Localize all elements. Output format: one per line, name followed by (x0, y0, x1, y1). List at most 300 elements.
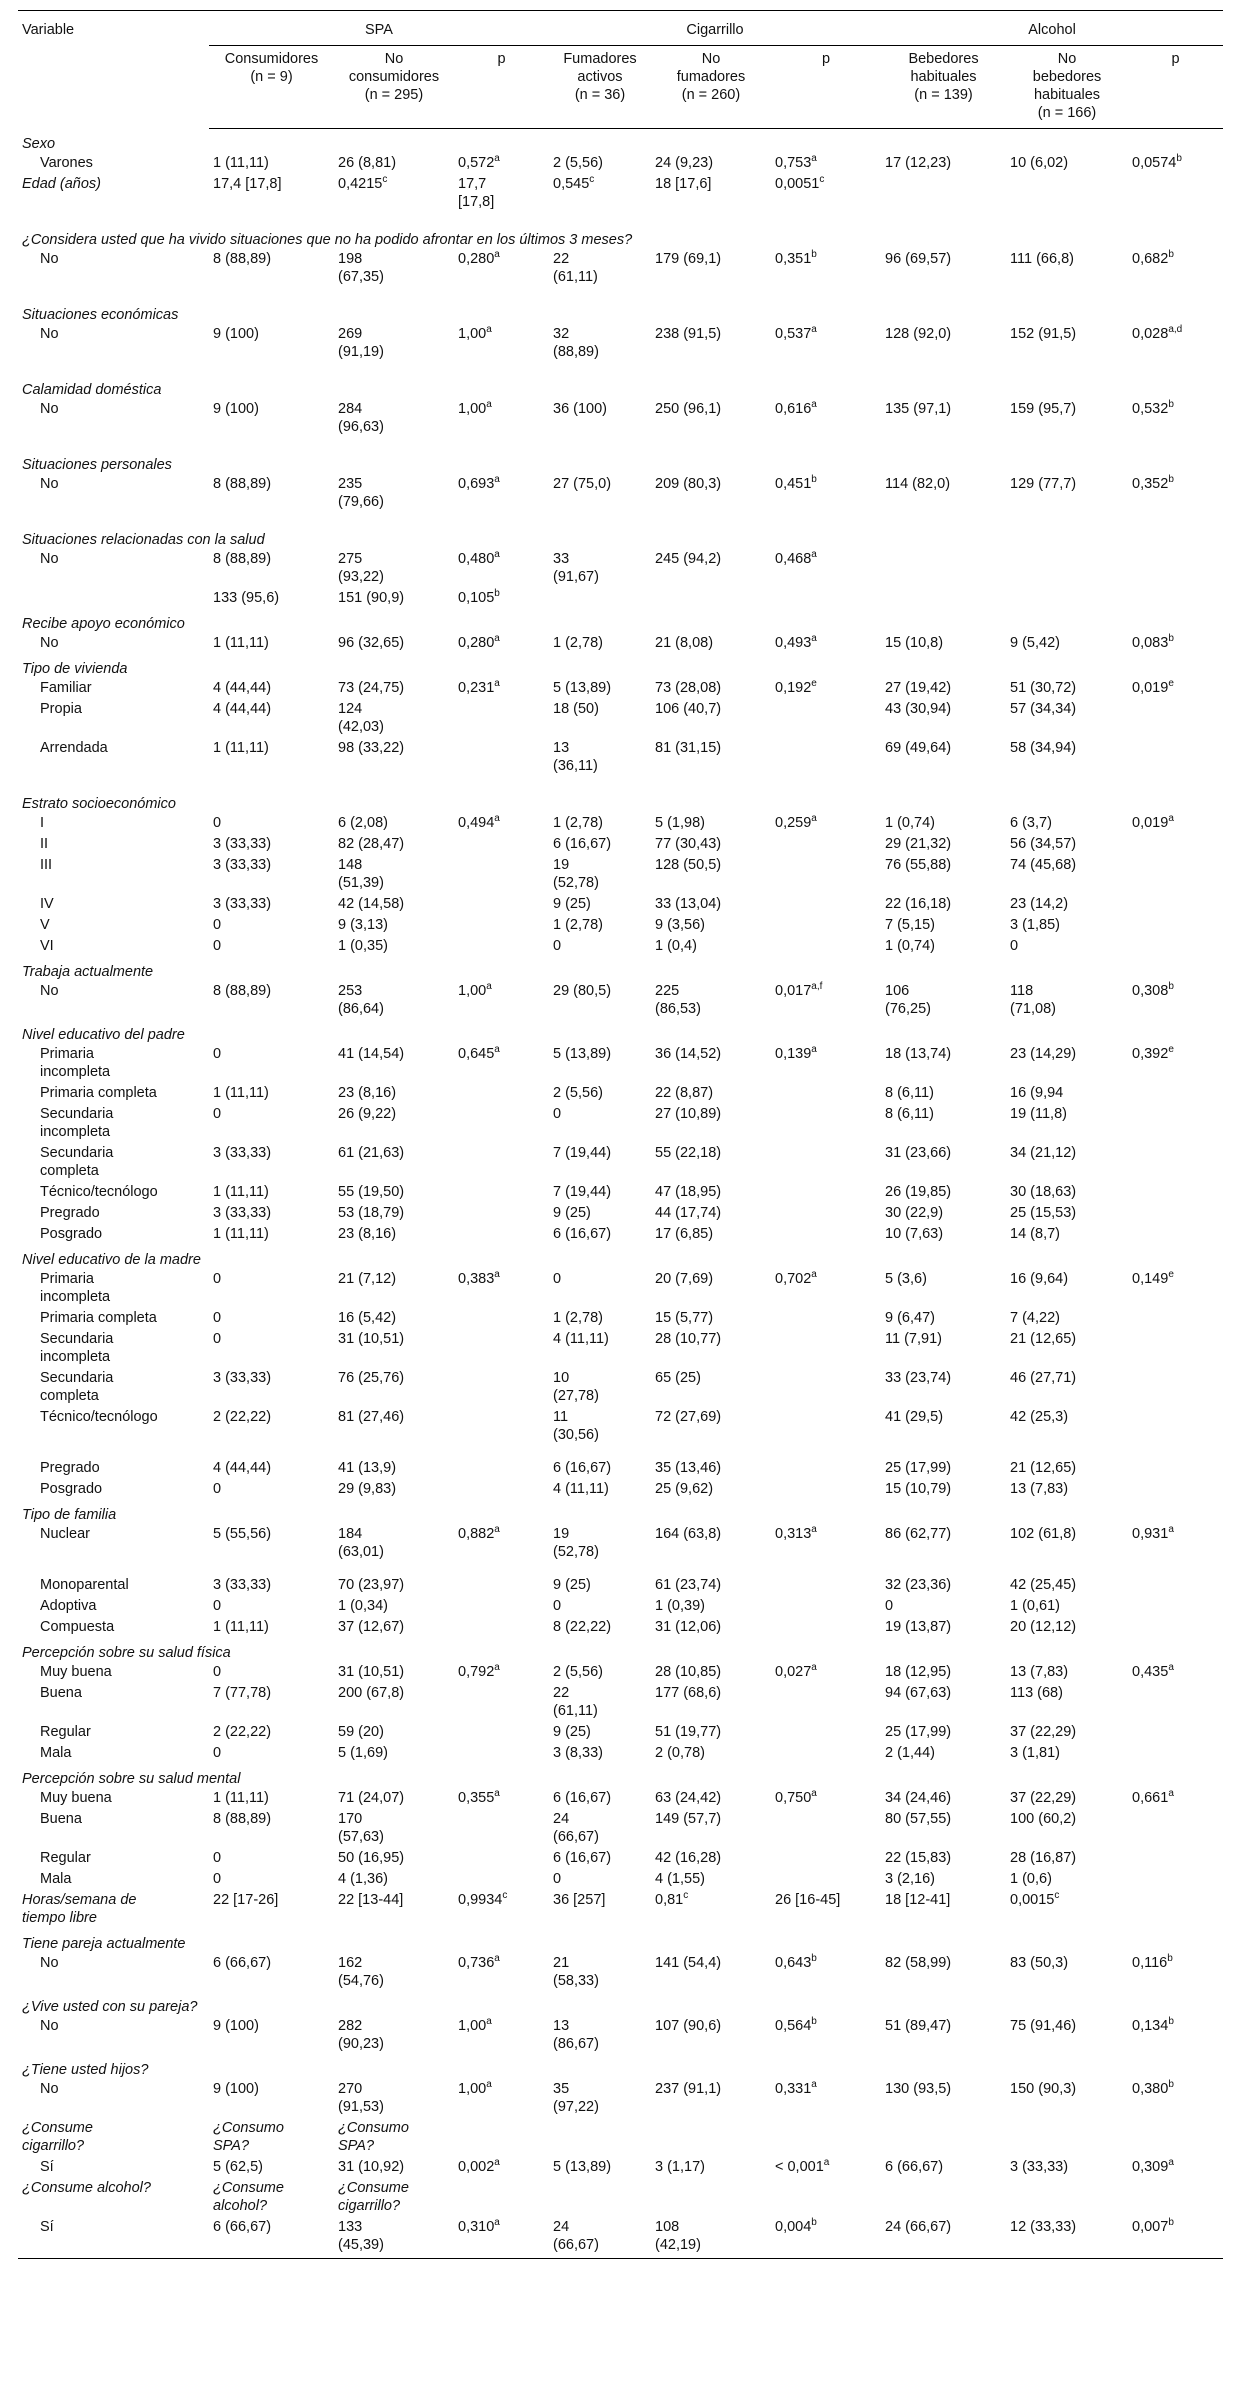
table-cell: 0,310$^a$ (454, 2217, 549, 2259)
table-cell: 33 (91,67) (553, 551, 599, 585)
table-cell: 9 (3,56) (655, 917, 705, 933)
table-row (18, 915, 1223, 936)
table-cell: 36 [257] (553, 1892, 606, 1908)
table-cell (454, 1596, 549, 1617)
table-row (18, 834, 1223, 855)
row-label: Posgrado (40, 1226, 103, 1242)
table-cell: 77 (30,43) (655, 836, 722, 852)
table-cell: 0 (213, 1871, 222, 1887)
table-cell: 0,493$^a$ (775, 633, 817, 651)
table-row (18, 1269, 1223, 1308)
table-cell: 16 (9,94 (1010, 1085, 1064, 1101)
row-label: Propia (40, 701, 82, 717)
table-cell (1128, 1869, 1223, 1890)
table-cell: 106 (40,7) (655, 701, 722, 717)
table-cell: 42 (25,3) (1010, 1409, 1069, 1425)
table-cell: 20 (7,69) (655, 1271, 714, 1287)
table-cell: 17,4 [17,8] (213, 176, 282, 192)
table-cell: 18 (12,95) (885, 1664, 952, 1680)
row-label: Arrendada (40, 740, 108, 756)
table-cell (651, 2178, 771, 2217)
table-cell: 270 (91,53) (338, 2081, 384, 2115)
table-cell: 86 (62,77) (885, 1526, 952, 1542)
row-label: Secundaria completa (40, 1145, 114, 1179)
table-cell: 71 (24,07) (338, 1790, 405, 1806)
table-cell (1128, 1809, 1223, 1848)
table-cell: 128 (50,5) (655, 857, 722, 873)
table-cell: 1,00$^a$ (458, 2016, 492, 2034)
table-cell: 4 (44,44) (213, 701, 272, 717)
section-label: Nivel educativo del padre (22, 1027, 185, 1043)
table-cell: 282 (90,23) (338, 2018, 384, 2052)
table-cell: 11 (7,91) (885, 1331, 942, 1347)
section-row (18, 654, 1223, 678)
table-cell (1006, 174, 1128, 225)
table-cell (771, 834, 881, 855)
table-cell: 1 (2,78) (553, 1310, 603, 1326)
table-cell (454, 1368, 549, 1407)
table-cell: 2 (5,56) (553, 155, 603, 171)
table-cell: 1 (11,11) (213, 635, 269, 651)
row-label: Posgrado (40, 1481, 103, 1497)
table-cell: 9 (5,42) (1010, 635, 1060, 651)
section-row (18, 450, 1223, 474)
table-cell (771, 894, 881, 915)
table-cell: 94 (67,63) (885, 1685, 952, 1701)
table-cell (1128, 1407, 1223, 1458)
table-cell (771, 1407, 881, 1458)
table-cell: 28 (16,87) (1010, 1850, 1077, 1866)
table-row (18, 855, 1223, 894)
table-cell (454, 915, 549, 936)
table-cell (771, 1617, 881, 1638)
table-cell: 19 (13,87) (885, 1619, 952, 1635)
table-cell: 0,019$^a$ (1132, 813, 1174, 831)
table-cell (1006, 549, 1128, 588)
table-row (18, 1743, 1223, 1764)
table-row (18, 2217, 1223, 2259)
table-cell: 0,643$^b$ (775, 1953, 817, 1971)
table-cell (771, 699, 881, 738)
row-label: Sí (40, 2159, 54, 2175)
section-row (18, 1500, 1223, 1524)
table-cell: 6 (16,67) (553, 1226, 612, 1242)
table-row (18, 1662, 1223, 1683)
subheader-line: p (497, 51, 506, 67)
section-row (18, 129, 1223, 154)
row-label: Buena (40, 1811, 82, 1827)
table-cell: 24 (9,23) (655, 155, 714, 171)
section-row (18, 1764, 1223, 1788)
section-label: Calamidad doméstica (22, 382, 162, 398)
table-cell: 17 (6,85) (655, 1226, 714, 1242)
table-cell: 21 (58,33) (553, 1955, 599, 1989)
table-cell (771, 1848, 881, 1869)
table-row (18, 1869, 1223, 1890)
table-cell: 179 (69,1) (655, 251, 722, 267)
table-row (18, 813, 1223, 834)
table-cell: 0,280$^a$ (458, 633, 500, 651)
table-cell (881, 2118, 1006, 2157)
table-cell: 57 (34,34) (1010, 701, 1077, 717)
row-label: ¿Consume alcohol? (22, 2180, 151, 2196)
table-cell: 100 (60,2) (1010, 1811, 1077, 1827)
section-label: Tipo de vivienda (22, 661, 128, 677)
table-cell: 21 (12,65) (1010, 1460, 1077, 1476)
header-group-cigarrillo: Cigarrillo (549, 11, 881, 46)
table-cell (771, 1596, 881, 1617)
subheader-line: No (701, 51, 721, 67)
table-cell: 36 (100) (553, 401, 608, 417)
table-cell: 7 (4,22) (1010, 1310, 1060, 1326)
table-row (18, 1044, 1223, 1083)
table-cell: 8 (88,89) (213, 251, 272, 267)
table-cell: 0,9934$^c$ (458, 1890, 508, 1908)
table-row (18, 1479, 1223, 1500)
table-cell: 19 (11,8) (1010, 1106, 1067, 1122)
table-cell (771, 1203, 881, 1224)
table-cell (651, 588, 771, 609)
table-cell: 3 (8,33) (553, 1745, 603, 1761)
header-variable: Variable (18, 11, 209, 129)
subheader-2 (454, 46, 549, 129)
subheader-line: Bebedores (908, 51, 979, 67)
row-label: Pregrado (40, 1205, 100, 1221)
section-label: ¿Vive usted con su pareja? (22, 1999, 198, 2015)
table-cell: 0,468$^a$ (775, 549, 817, 567)
table-cell: 0 (213, 938, 222, 954)
table-row (18, 738, 1223, 789)
row-label: Secundaria completa (40, 1370, 114, 1404)
table-cell (1128, 1083, 1223, 1104)
row-label: II (40, 836, 49, 852)
table-cell: 0 (213, 1481, 222, 1497)
table-cell: 0,645$^a$ (458, 1044, 500, 1062)
table-cell: 170 (57,63) (338, 1811, 384, 1845)
table-cell: 25 (9,62) (655, 1481, 714, 1497)
table-cell: 4 (1,55) (655, 1871, 705, 1887)
table-cell: 31 (10,51) (338, 1664, 405, 1680)
table-cell: 18 (13,74) (885, 1046, 952, 1062)
table-cell (1128, 699, 1223, 738)
table-cell: 1 (11,11) (213, 1085, 269, 1101)
table-cell: 6 (16,67) (553, 1790, 612, 1806)
table-cell: 275 (93,22) (338, 551, 384, 585)
table-cell: 80 (57,55) (885, 1811, 952, 1827)
table-cell: 3 (1,81) (1010, 1745, 1060, 1761)
table-cell: 5 (55,56) (213, 1526, 272, 1542)
table-cell (771, 738, 881, 789)
section-row (18, 1245, 1223, 1269)
table-cell: 74 (45,68) (1010, 857, 1077, 873)
table-cell (771, 1743, 881, 1764)
table-cell (454, 1743, 549, 1764)
table-cell: 0,331$^a$ (775, 2079, 817, 2097)
table-cell (454, 1224, 549, 1245)
table-cell (771, 588, 881, 609)
table-cell (1128, 1104, 1223, 1143)
table-row (18, 1083, 1223, 1104)
table-cell: 13 (7,83) (1010, 1481, 1069, 1497)
table-cell: 0,351$^b$ (775, 249, 817, 267)
table-cell: 1 (11,11) (213, 1184, 269, 1200)
table-cell (771, 1722, 881, 1743)
row-label: Compuesta (40, 1619, 115, 1635)
table-cell: 14 (8,7) (1010, 1226, 1060, 1242)
table-cell: 51 (30,72) (1010, 680, 1077, 696)
table-cell: 21 (7,12) (338, 1271, 397, 1287)
table-cell: 3 (1,85) (1010, 917, 1060, 933)
table-cell: 133 (95,6) (213, 590, 280, 606)
table-cell: 1 (11,11) (213, 1226, 269, 1242)
table-cell: 8 (88,89) (213, 476, 272, 492)
table-cell: 284 (96,63) (338, 401, 384, 435)
data-table (18, 10, 1223, 2259)
table-cell: 30 (22,9) (885, 1205, 944, 1221)
table-cell: 0 (213, 1331, 222, 1347)
table-cell: 33 (23,74) (885, 1370, 952, 1386)
table-cell: 7 (19,44) (553, 1184, 612, 1200)
table-cell: 1 (0,74) (885, 815, 935, 831)
table-cell: 9 (25) (553, 1724, 591, 1740)
table-cell: 4 (11,11) (553, 1331, 609, 1347)
table-cell: 164 (63,8) (655, 1526, 722, 1542)
table-cell: 0,616$^a$ (775, 399, 817, 417)
row-label: ¿Consume cigarrillo? (22, 2120, 93, 2154)
table-cell: 0,028$^{a,d}$ (1132, 324, 1183, 342)
table-cell: 22 [13-44] (338, 1892, 404, 1908)
section-row (18, 375, 1223, 399)
table-cell: 0 (213, 1106, 222, 1122)
table-cell (549, 2118, 651, 2157)
subheader-line: (n = 295) (364, 87, 424, 103)
section-label: Estrato socioeconómico (22, 796, 176, 812)
table-cell: 5 (62,5) (213, 2159, 263, 2175)
table-cell (454, 2118, 549, 2157)
table-cell: 2 (0,78) (655, 1745, 705, 1761)
table-cell: 3 (33,33) (213, 1577, 272, 1593)
table-cell: 0 (213, 917, 222, 933)
table-cell: 42 (16,28) (655, 1850, 722, 1866)
subheader-line: habituales (1033, 87, 1101, 103)
table-row (18, 153, 1223, 174)
table-row (18, 1848, 1223, 1869)
table-cell: 0,313$^a$ (775, 1524, 817, 1542)
table-cell: 198 (67,35) (338, 251, 384, 285)
table-row (18, 678, 1223, 699)
table-row (18, 1308, 1223, 1329)
table-cell: 6 (66,67) (209, 2217, 334, 2259)
table-cell: 26 (9,22) (338, 1106, 397, 1122)
table-cell: < 0,001$^a$ (775, 2157, 830, 2175)
table-cell (1128, 1368, 1223, 1407)
section-label: Tipo de familia (22, 1507, 117, 1523)
table-row (18, 1890, 1223, 1929)
table-cell: 13 (7,83) (1010, 1664, 1069, 1680)
table-cell (454, 699, 549, 738)
table-cell: 59 (20) (338, 1724, 384, 1740)
table-cell: 24 (66,67) (553, 1811, 599, 1845)
row-label: Sí (18, 2217, 209, 2259)
table-cell (1006, 588, 1128, 609)
table-cell: 70 (23,97) (338, 1577, 405, 1593)
table-cell: 9 (100) (213, 326, 259, 342)
table-cell: 41 (13,9) (338, 1460, 397, 1476)
table-cell: 225 (86,53) (655, 983, 701, 1017)
table-cell (454, 1617, 549, 1638)
table-cell: 118 (71,08) (1010, 983, 1056, 1017)
table-cell (454, 1575, 549, 1596)
table-cell: 4 (44,44) (213, 1460, 272, 1476)
table-cell: 41 (29,5) (885, 1409, 944, 1425)
table-cell: 133 (45,39) (334, 2217, 454, 2259)
subheader-line: fumadores (676, 69, 746, 85)
table-cell: 2 (22,22) (213, 1724, 272, 1740)
table-cell: 25 (17,99) (885, 1460, 952, 1476)
section-label: Nivel educativo de la madre (22, 1252, 201, 1268)
table-cell: 22 (8,87) (655, 1085, 714, 1101)
table-cell: 83 (50,3) (1010, 1955, 1069, 1971)
table-cell (454, 1407, 549, 1458)
row-label: III (40, 857, 53, 873)
table-cell: 6 (66,67) (885, 2159, 944, 2175)
table-cell: 0,537$^a$ (775, 324, 817, 342)
row-label: No (40, 635, 59, 651)
table-cell: 0,702$^a$ (775, 1269, 817, 1287)
table-cell (771, 1458, 881, 1479)
table-cell (454, 1683, 549, 1722)
row-label: Monoparental (40, 1577, 129, 1593)
section-row (18, 300, 1223, 324)
table-cell: 96 (69,57) (885, 251, 952, 267)
table-cell (1128, 936, 1223, 957)
section-row (18, 957, 1223, 981)
section-row (18, 225, 1223, 249)
table-cell: 0,017$^{a,f}$ (775, 981, 823, 999)
table-cell: 0,564$^b$ (775, 2016, 817, 2034)
subheader-line: No (384, 51, 404, 67)
table-cell: 13 (86,67) (553, 2018, 599, 2052)
table-cell (454, 894, 549, 915)
table-cell: 58 (34,94) (1010, 740, 1077, 756)
table-cell: 73 (28,08) (655, 680, 722, 696)
table-cell: 0,280$^a$ (458, 249, 500, 267)
table-cell: 13 (36,11) (553, 740, 598, 774)
table-row (18, 1809, 1223, 1848)
table-cell: 50 (16,95) (338, 1850, 405, 1866)
table-cell: 3 (33,33) (1010, 2159, 1069, 2175)
table-cell: 9 (100) (213, 2081, 259, 2097)
table-cell: 0,451$^b$ (775, 474, 817, 492)
table-cell: 0,083$^b$ (1132, 633, 1174, 651)
row-label: I (40, 815, 45, 831)
table-cell: 31 (12,06) (655, 1619, 722, 1635)
table-row (18, 1368, 1223, 1407)
table-cell (1128, 1143, 1223, 1182)
table-cell: 31 (23,66) (885, 1145, 952, 1161)
table-cell: 250 (96,1) (655, 401, 722, 417)
table-cell: 108 (42,19) (651, 2217, 771, 2259)
table-cell: 53 (18,79) (338, 1205, 405, 1221)
table-cell (1128, 1617, 1223, 1638)
table-cell: 0,736$^a$ (458, 1953, 500, 1971)
table-cell: 34 (24,46) (885, 1790, 952, 1806)
table-cell: 1 (0,6) (1010, 1871, 1052, 1887)
table-cell: 209 (80,3) (655, 476, 722, 492)
subheader-line: (n = 260) (681, 87, 741, 103)
table-cell (454, 1458, 549, 1479)
table-cell: 114 (82,0) (885, 476, 951, 492)
table-cell: 51 (19,77) (655, 1724, 722, 1740)
table-cell (771, 2118, 881, 2157)
table-row (18, 474, 1223, 525)
section-row (18, 609, 1223, 633)
table-cell: 1 (11,11) (213, 740, 269, 756)
table-cell (1128, 1182, 1223, 1203)
table-cell: 0,383$^a$ (458, 1269, 500, 1287)
table-cell (454, 1104, 549, 1143)
table-cell: 3 (33,33) (213, 896, 272, 912)
table-cell: 10 (27,78) (553, 1370, 599, 1404)
table-cell: 36 (14,52) (655, 1046, 722, 1062)
table-cell (454, 1083, 549, 1104)
table-cell: 0,494$^a$ (458, 813, 500, 831)
table-cell: 2 (22,22) (213, 1409, 272, 1425)
table-cell: 0,134$^b$ (1132, 2016, 1174, 2034)
table-cell: 23 (8,16) (338, 1085, 397, 1101)
table-cell: 75 (91,46) (1010, 2018, 1077, 2034)
table-cell (771, 1869, 881, 1890)
table-row (18, 2178, 1223, 2217)
row-label: IV (40, 896, 54, 912)
table-cell (1128, 1479, 1223, 1500)
subheader-line: (n = 139) (914, 87, 973, 103)
row-label: Muy buena (40, 1664, 112, 1680)
table-cell: 1 (0,74) (885, 938, 935, 954)
table-cell (454, 855, 549, 894)
row-label: Muy buena (40, 1790, 112, 1806)
section-label: ¿Considera usted que ha vivido situaciones que no ha podido afrontar en los últimos 3 meses? (22, 232, 633, 248)
table-cell: 4 (1,36) (338, 1871, 388, 1887)
subheader-line: (n = 9) (250, 69, 293, 85)
subheader-0 (209, 46, 334, 129)
table-cell: 0,750$^a$ (775, 1788, 817, 1806)
table-cell: 22 (15,83) (885, 1850, 952, 1866)
section-label: Sexo (22, 136, 56, 152)
table-cell: 37 (22,29) (1010, 1790, 1077, 1806)
table-cell (881, 549, 1006, 588)
table-cell: 35 (13,46) (655, 1460, 722, 1476)
table-cell (1128, 1308, 1223, 1329)
table-cell: 41 (14,54) (338, 1046, 405, 1062)
table-cell: 0,355$^a$ (458, 1788, 500, 1806)
table-cell: 23 (14,29) (1010, 1046, 1077, 1062)
table-cell: 1 (11,11) (213, 1619, 269, 1635)
row-label: Primaria incompleta (40, 1271, 111, 1305)
table-cell: 76 (25,76) (338, 1370, 405, 1386)
table-cell: 9 (3,13) (338, 917, 388, 933)
table-cell: 0,139$^a$ (775, 1044, 817, 1062)
table-row (18, 633, 1223, 654)
table-cell: 135 (97,1) (885, 401, 952, 417)
table-cell (1128, 855, 1223, 894)
table-row (18, 1617, 1223, 1638)
table-cell: 20 (12,12) (1010, 1619, 1077, 1635)
table-cell: 28 (10,77) (655, 1331, 722, 1347)
table-cell: 24 (66,67) (549, 2217, 651, 2259)
table-cell: 0,572$^a$ (458, 153, 500, 171)
table-cell: 0,380$^b$ (1132, 2079, 1174, 2097)
